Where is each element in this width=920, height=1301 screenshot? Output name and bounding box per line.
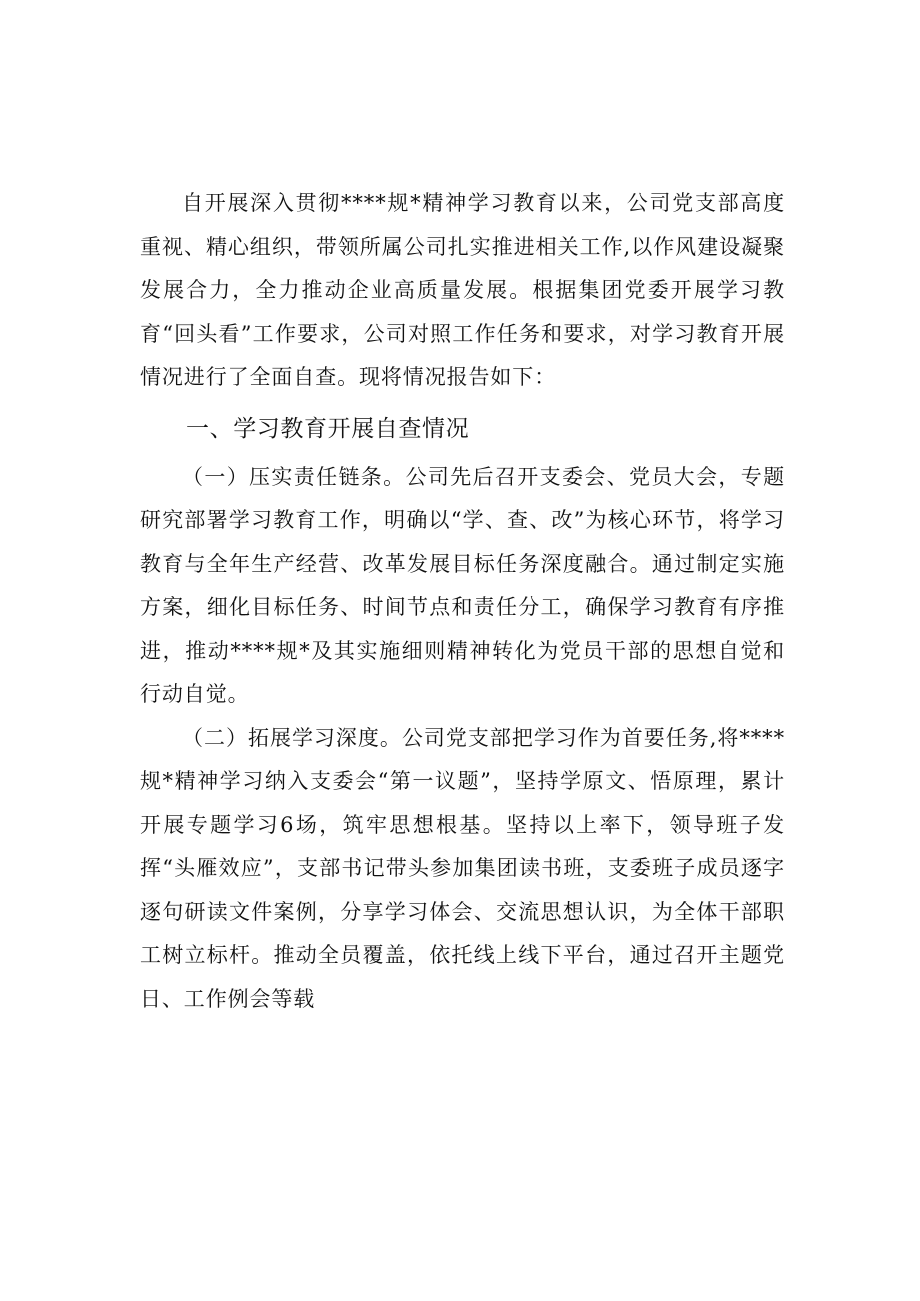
section-heading-1: 一、学习教育开展自查情况 <box>186 415 470 442</box>
intro-paragraph: 自开展深入贯彻****规*精神学习教育以来，公司党支部高度重视、精心组织，带领所属公司扎实推进相关工作,以作风建设凝聚发展合力，全力推动企业高质量发展。根据集团党委开展学习教育“回头看”工作要求，公司对照工作任务和要求，对学习教育开展情况进行了全面自查。现将情况报告如下： <box>140 191 785 389</box>
document-body <box>140 182 785 1021</box>
item-paragraph-2: （二）拓展学习深度。公司党支部把学习作为首要任务,将****规*精神学习纳入支委会“第一议题”，坚持学原文、悟原理，累计开展专题学习6场，筑牢思想根基。坚持以上率下，领导班子发挥“头雁效应”，支部书记带头参加集团读书班，支委班子成员逐字逐句研读文件案例，分享学习体会、交流思想认识，为全体干部职工树立标杆。推动全员覆盖，依托线上线下平台，通过召开主题党日、工作例会等载 <box>140 725 785 1011</box>
item-paragraph-1: （一）压实责任链条。公司先后召开支委会、党员大会，专题研究部署学习教育工作，明确以“学、查、改”为核心环节，将学习教育与全年生产经营、改革发展目标任务深度融合。通过制定实施方案，细化目标任务、时间节点和责任分工，确保学习教育有序推进，推动****规*及其实施细则精神转化为党员干部的思想自觉和行动自觉。 <box>140 464 785 706</box>
